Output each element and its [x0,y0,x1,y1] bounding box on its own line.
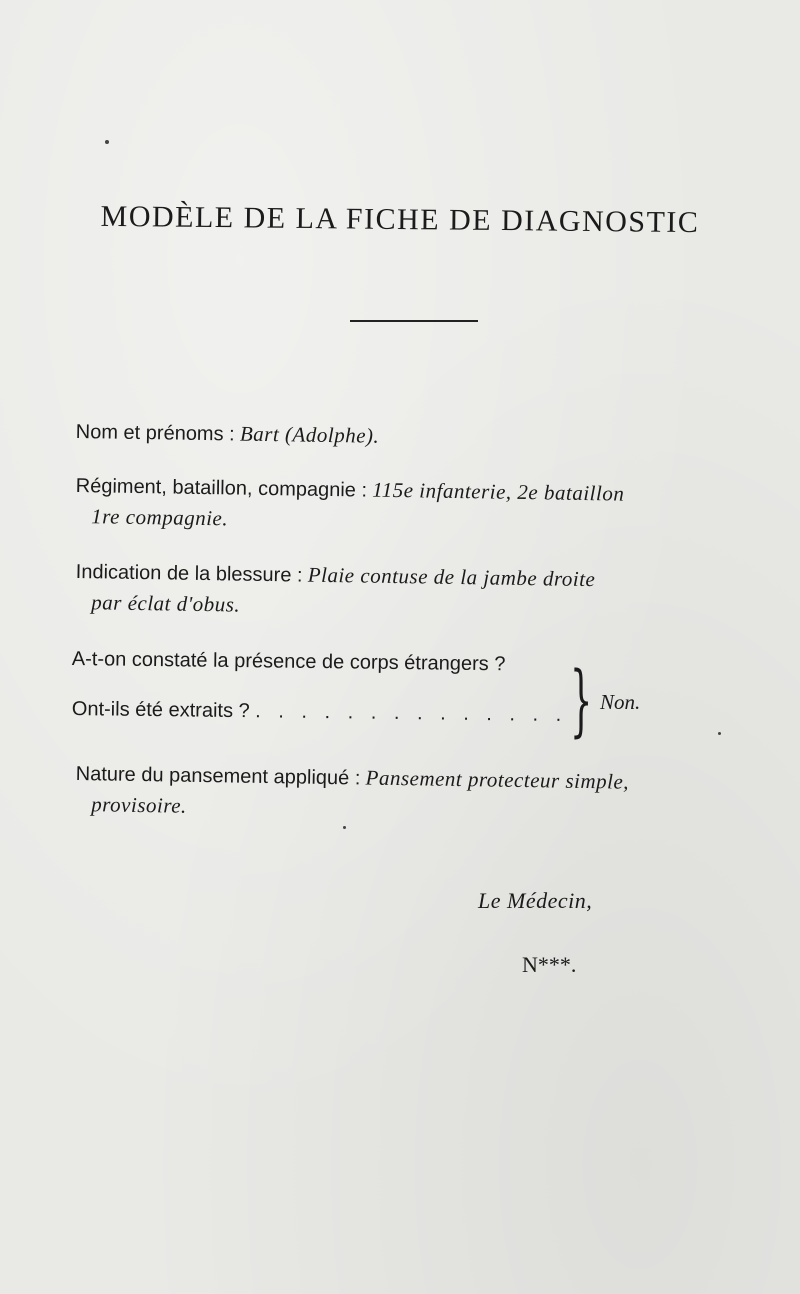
wound-value-line2: par éclat d'obus. [91,590,241,617]
extracted-question: Ont-ils été extraits ? [71,698,250,723]
dressing-value-line1: Pansement protecteur simple, [365,765,630,794]
paper-speck [343,826,346,829]
title-divider [350,320,478,322]
leader-dots: . . . . . . . . . . . . . . . [255,700,591,727]
regiment-value-line1: 115e infanterie, 2e bataillon [372,477,625,506]
paper-speck [718,732,721,735]
dressing-value-line2: provisoire. [91,792,187,818]
name-value: Bart (Adolphe). [239,421,380,448]
curly-brace: } [570,656,593,746]
paper-speck [105,140,109,144]
regiment-value-line2: 1re compagnie. [91,504,229,531]
dressing-entry [75,758,736,829]
name-entry [76,416,736,457]
answer-value: Non. [600,690,641,714]
wound-entry [75,556,736,627]
foreign-bodies-question: A-t-on constaté la présence de corps étrangers ? [71,648,506,676]
page-title: MODÈLE DE LA FICHE DE DIAGNOSTIC [100,199,700,240]
regiment-entry [75,470,736,541]
wound-value-line1: Plaie contuse de la jambe droite [307,562,596,592]
doctor-signature-role: Le Médecin, [478,888,593,913]
extracted-question-line [72,698,591,727]
doctor-initial: N***. [522,952,577,977]
dressing-label: Nature du pansement appliqué : [75,762,361,790]
regiment-label: Régiment, bataillon, compagnie : [75,474,368,502]
name-label: Nom et prénoms : [75,420,235,446]
wound-label: Indication de la blessure : [75,560,303,587]
